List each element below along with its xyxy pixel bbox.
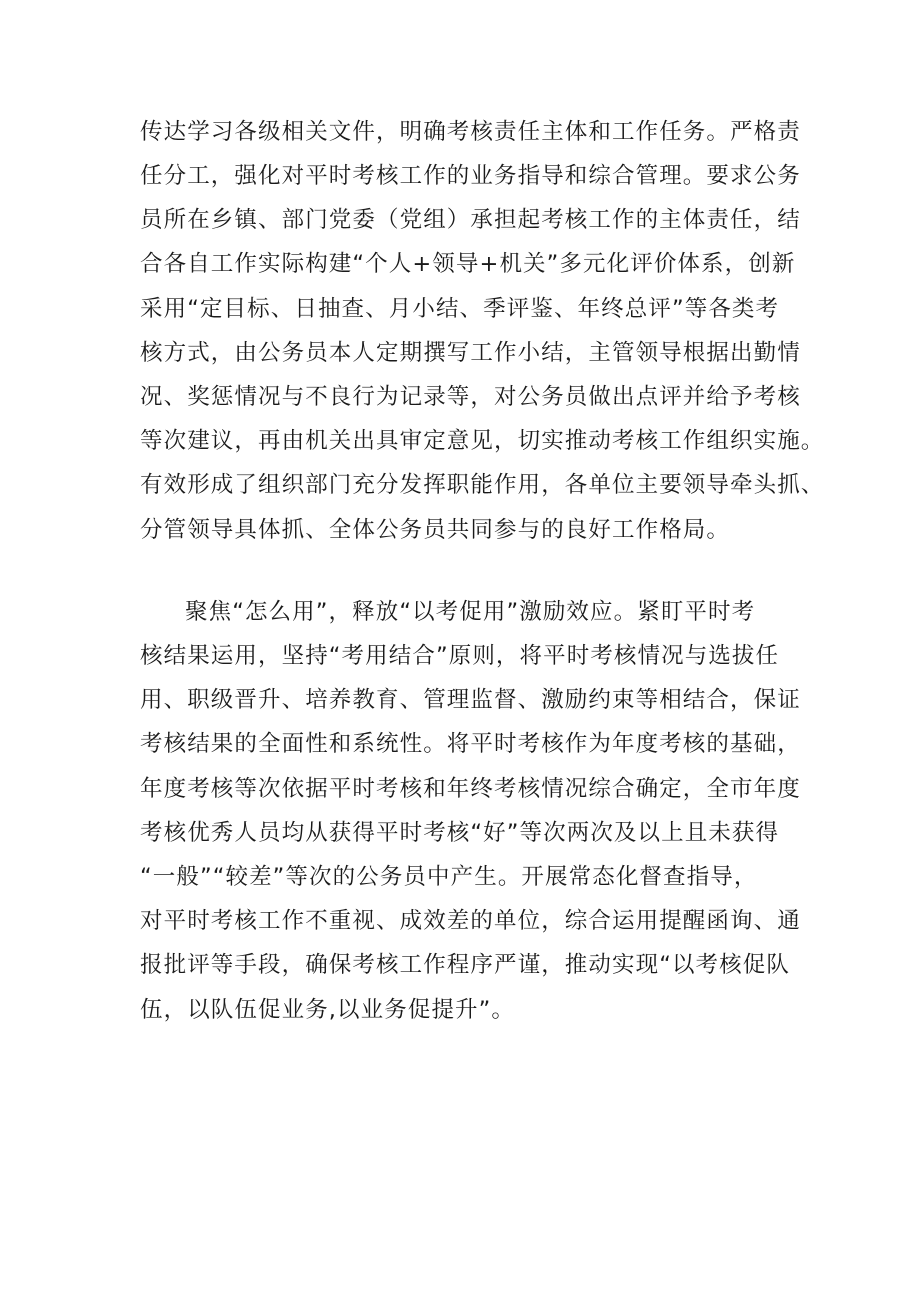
text-line: 考核优秀人员均从获得平时考核“好”等次两次及以上且未获得 [140, 820, 780, 846]
text-line: 任分工，强化对平时考核工作的业务指导和综合管理。要求公务 [140, 163, 801, 189]
text-line: 合各自工作实际构建“个人+领导+机关”多元化评价体系，创新 [140, 251, 796, 277]
text-line: 况、奖惩情况与不良行为记录等，对公务员做出点评并给予考核 [140, 384, 801, 410]
text-line: 采用“定目标、日抽查、月小结、季评鉴、年终总评”等各类考 [140, 296, 780, 322]
text-line: 有效形成了组织部门充分发挥职能作用，各单位主要领导牵头抓、 [140, 472, 825, 498]
text-line: 核方式，由公务员本人定期撰写工作小结，主管领导根据出勤情 [140, 340, 801, 366]
text-line: 聚焦“怎么用”，释放“以考促用”激励效应。紧盯平时考 [185, 599, 756, 625]
text-line: 考核结果的全面性和系统性。将平时考核作为年度考核的基础， [140, 731, 801, 757]
text-line: 等次建议，再由机关出具审定意见，切实推动考核工作组织实施。 [140, 428, 825, 454]
text-line: 伍，以队伍促业务,以业务促提升”。 [140, 997, 516, 1023]
text-line: 用、职级晋升、培养教育、管理监督、激励约束等相结合，保证 [140, 687, 801, 713]
text-line: 员所在乡镇、部门党委（党组）承担起考核工作的主体责任，结 [140, 207, 801, 233]
text-line: 对平时考核工作不重视、成效差的单位，综合运用提醒函询、通 [140, 908, 801, 934]
text-line: 传达学习各级相关文件，明确考核责任主体和工作任务。严格责 [140, 119, 801, 145]
text-line: “一般”“较差”等次的公务员中产生。开展常态化督查指导， [140, 864, 758, 890]
text-line: 报批评等手段，确保考核工作程序严谨，推动实现“以考核促队 [140, 952, 790, 978]
text-line: 分管领导具体抓、全体公务员共同参与的良好工作格局。 [140, 517, 731, 543]
text-line: 核结果运用，坚持“考用结合”原则，将平时考核情况与选拔任 [140, 643, 780, 669]
text-line: 年度考核等次依据平时考核和年终考核情况综合确定，全市年度 [140, 776, 801, 802]
